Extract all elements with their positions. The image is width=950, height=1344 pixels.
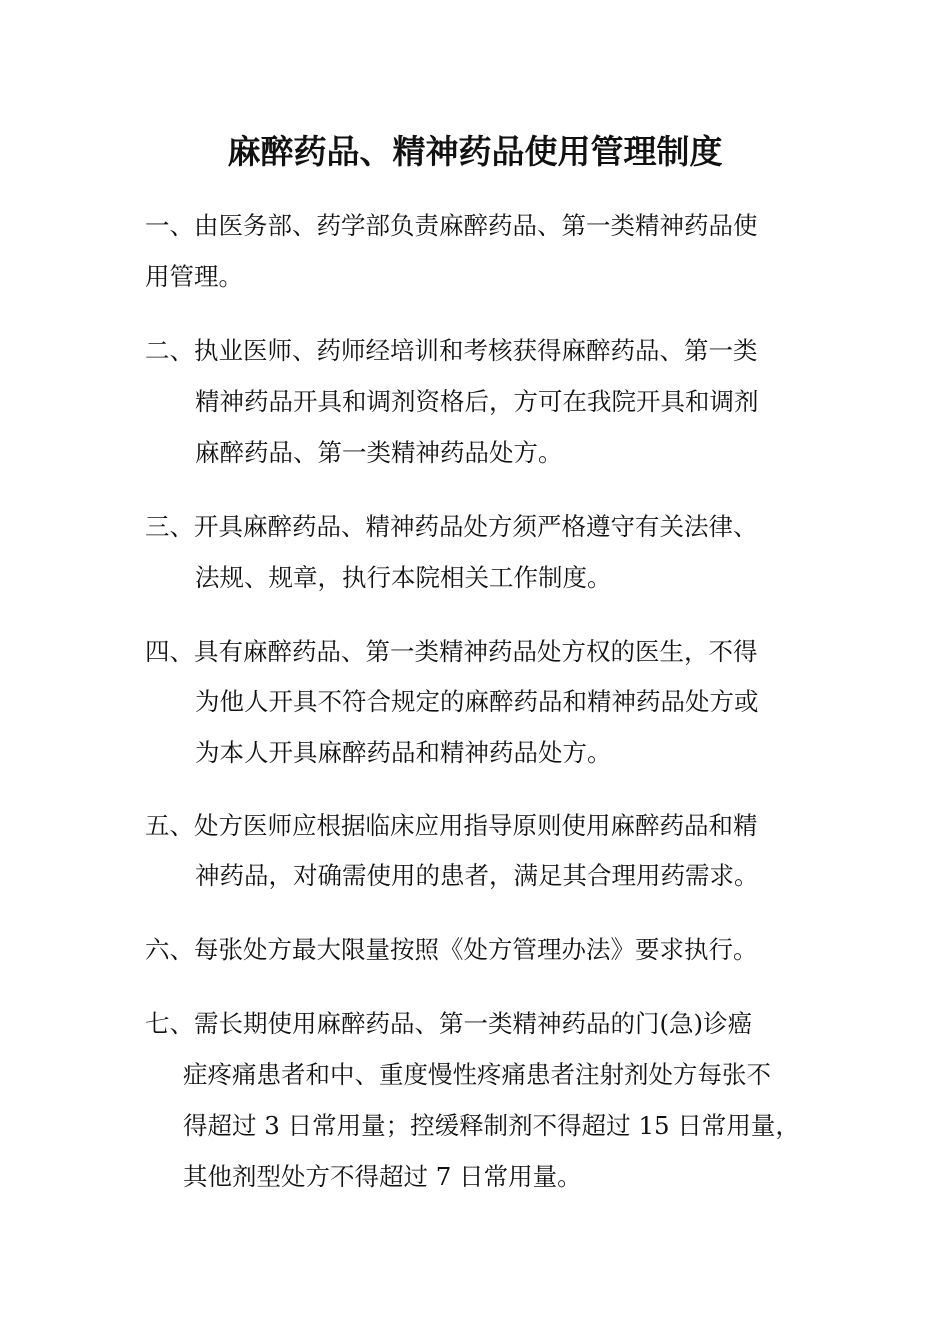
clause-6-line-1: 六、每张处方最大限量按照《处方管理办法》要求执行。: [145, 935, 758, 964]
clause-5-line-2: 神药品，对确需使用的患者，满足其合理用药需求。: [195, 861, 759, 890]
clause-4-line-2: 为他人开具不符合规定的麻醉药品和精神药品处方或: [195, 687, 759, 716]
clause-7-line-4: 其他剂型处方不得超过 7 日常用量。: [183, 1162, 582, 1191]
clause-7-line-2: 症疼痛患者和中、重度慢性疼痛患者注射剂处方每张不: [183, 1060, 771, 1089]
clause-3-line-2: 法规、规章，执行本院相关工作制度。: [195, 563, 612, 592]
clause-3-line-1: 三、开具麻醉药品、精神药品处方须严格遵守有关法律、: [145, 512, 758, 541]
clause-7-line-3: 得超过 3 日常用量；控缓释制剂不得超过 15 日常用量，: [183, 1111, 800, 1140]
clause-7-line-1: 七、需长期使用麻醉药品、第一类精神药品的门(急)诊癌: [145, 1009, 753, 1038]
clause-4-line-1: 四、具有麻醉药品、第一类精神药品处方权的医生，不得: [145, 637, 758, 666]
clause-1-line-2: 用管理。: [145, 262, 243, 291]
clause-2-line-1: 二、执业医师、药师经培训和考核获得麻醉药品、第一类: [145, 336, 758, 365]
clause-1-line-1: 一、由医务部、药学部负责麻醉药品、第一类精神药品使: [145, 211, 758, 240]
clause-5-line-1: 五、处方医师应根据临床应用指导原则使用麻醉药品和精: [145, 811, 758, 840]
clause-4-line-3: 为本人开具麻醉药品和精神药品处方。: [195, 738, 612, 767]
clause-2-line-2: 精神药品开具和调剂资格后，方可在我院开具和调剂: [195, 387, 759, 416]
clause-2-line-3: 麻醉药品、第一类精神药品处方。: [195, 438, 563, 467]
page-title: 麻醉药品、精神药品使用管理制度: [227, 132, 723, 171]
